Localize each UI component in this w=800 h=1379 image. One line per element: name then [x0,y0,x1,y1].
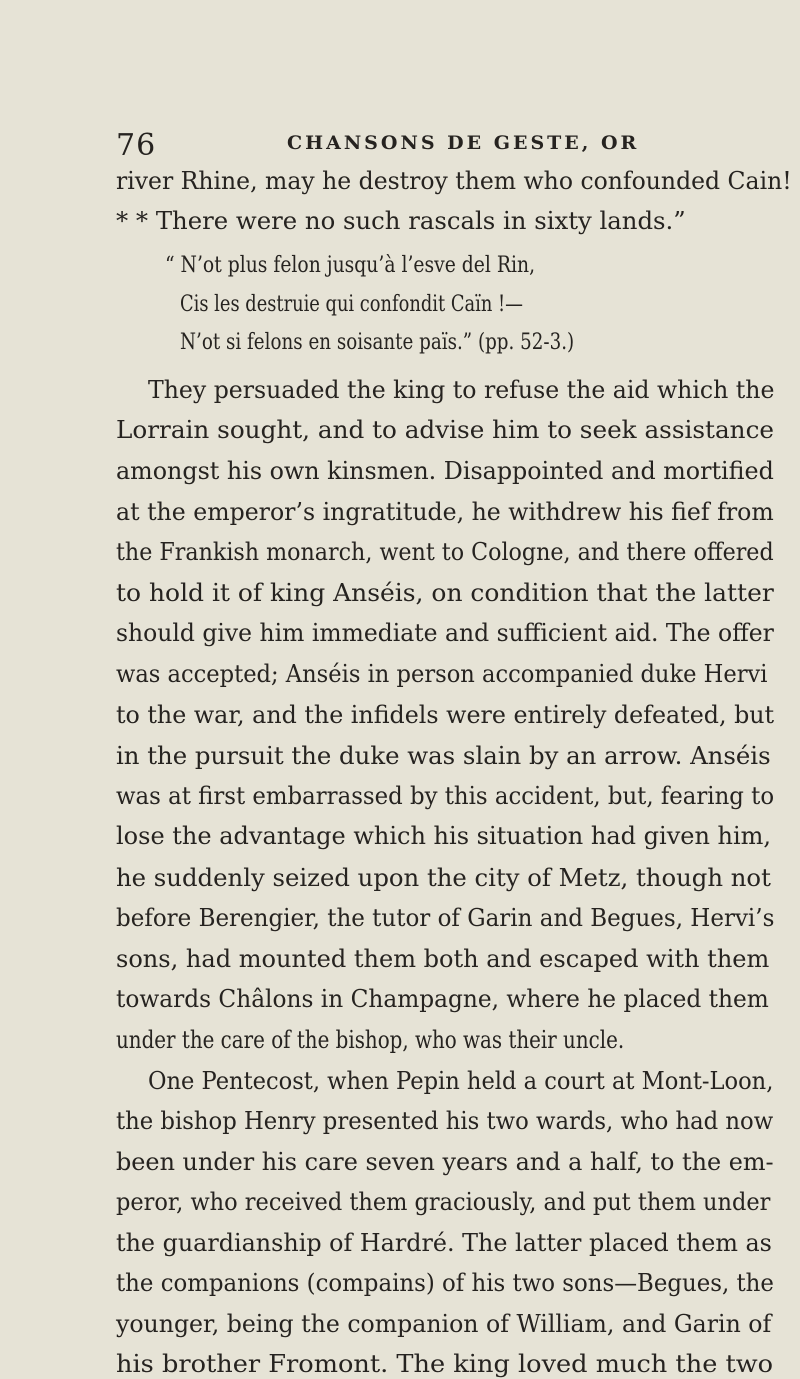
opening-line: river Rhine, may he destroy them who confounded Cain! [116,166,792,195]
text-line: in the pursuit the duke was slain by an arrow. Anséis [116,741,771,770]
text-line: They persuaded the king to refuse the aid which the [148,375,775,404]
text-line: amongst his own kinsmen. Disappointed and mortified [116,456,774,485]
running-head: CHANSONS DE GESTE, OR [287,132,640,154]
verse-line: Cis les destruie qui confondit Caïn !— [180,291,523,317]
text-line: his brother Fromont. The king loved much the two [116,1350,774,1379]
page-number: 76 [116,128,157,163]
text-line: peror, who received them graciously, and put them under [116,1188,771,1217]
text-line: should give him immediate and sufficient aid. The offer [116,619,774,648]
text-line: been under his care seven years and a half, to the em- [116,1147,774,1176]
text-line: he suddenly seized upon the city of Metz, though not [116,863,771,892]
text-line: lose the advantage which his situation had given him, [116,822,772,851]
text-line: at the emperor’s ingratitude, he withdrew his fief from [116,497,774,526]
verse-line: N’ot si felons en soisante païs.” (pp. 52-3.) [180,330,575,356]
text-line: towards Châlons in Champagne, where he placed them [116,985,769,1014]
text-line: before Berengier, the tutor of Garin and Begues, Hervi’s [116,904,775,933]
text-line: the companions (compains) of his two sons—Begues, the [116,1269,774,1298]
text-line: was accepted; Anséis in person accompanied duke Hervi [116,659,768,688]
text-line: younger, being the companion of William, and Garin of [116,1309,772,1338]
text-line: under the care of the bishop, who was their uncle. [116,1026,625,1055]
text-line: Lorrain sought, and to advise him to seek assistance [116,416,775,445]
text-line: the Frankish monarch, went to Cologne, and there offered [116,538,774,567]
text-line: the bishop Henry presented his two wards, who had now [116,1107,774,1136]
page-header [0,128,800,168]
text-line: One Pentecost, when Pepin held a court at Mont-Loon, [148,1066,774,1095]
text-line: to hold it of king Anséis, on condition that the latter [116,578,774,607]
text-line: the guardianship of Hardré. The latter placed them as [116,1228,772,1257]
text-line: sons, had mounted them both and escaped with them [116,944,770,973]
text-line: to the war, and the infidels were entirely defeated, but [116,701,775,729]
opening-line: * * There were no such rascals in sixty lands.” [116,207,686,235]
text-line: was at first embarrassed by this accident, but, fearing to [116,781,775,810]
verse-line: “ N’ot plus felon jusqu’à l’esve del Rin, [165,252,536,278]
